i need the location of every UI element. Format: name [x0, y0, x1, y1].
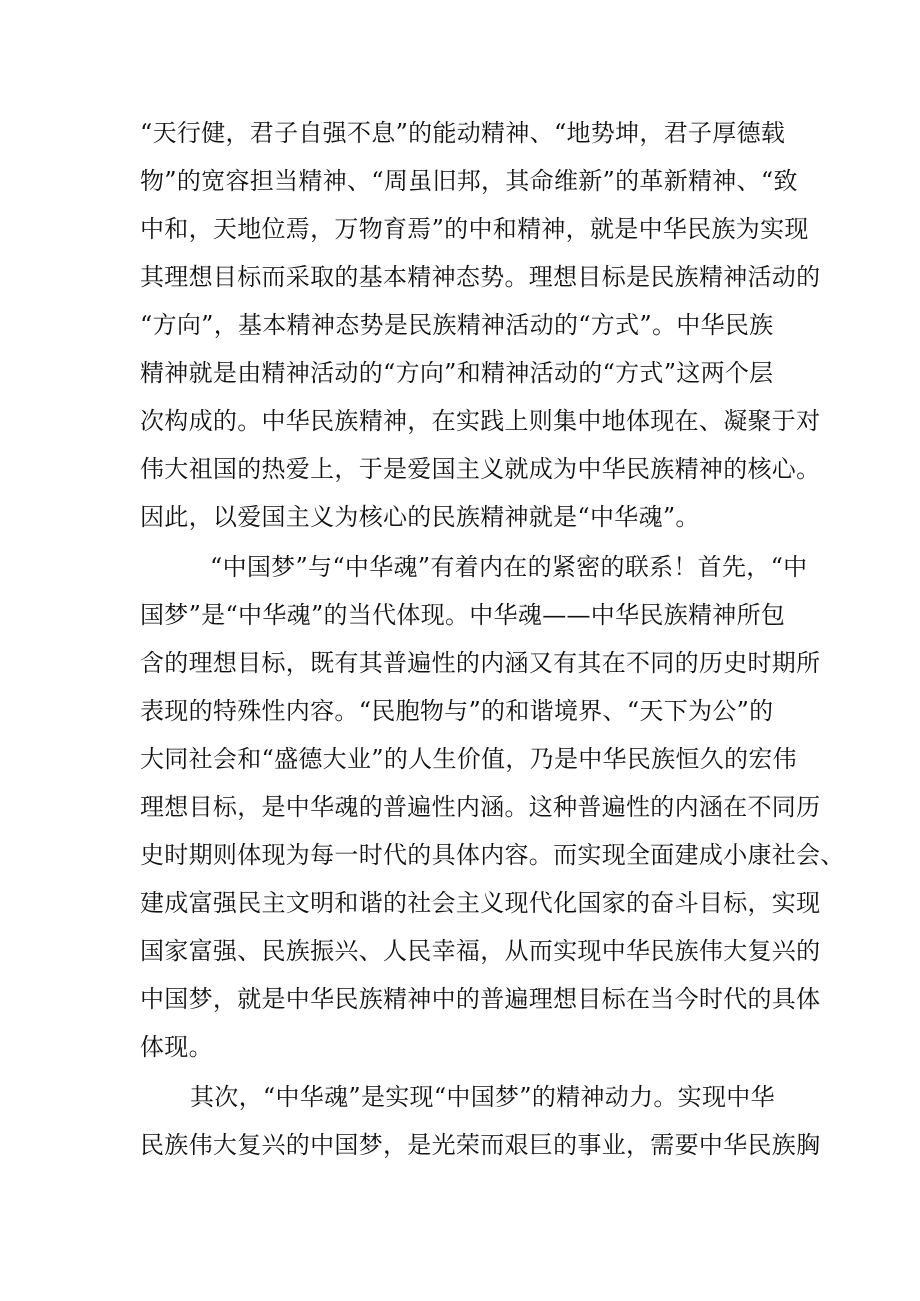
text-line: 国家富强、民族振兴、人民幸福，从而实现中华民族伟大复兴的 [140, 937, 821, 965]
text-line: 伟大祖国的热爱上，于是爱国主义就成为中华民族精神的核心。 [140, 455, 821, 483]
text-line: “天行健，君子自强不息”的能动精神、“地势坤，君子厚德载 [140, 119, 786, 147]
text-line: 中国梦，就是中华民族精神中的普遍理想目标在当今时代的具体 [140, 985, 821, 1013]
text-line: 物”的宽容担当精神、“周虽旧邦，其命维新”的革新精神、“致 [140, 167, 798, 195]
text-line: “方向”，基本精神态势是民族精神活动的“方式”。中华民族 [140, 311, 774, 339]
text-line: 体现。 [140, 1033, 213, 1061]
text-line: 民族伟大复兴的中国梦，是光荣而艰巨的事业，需要中华民族胸 [140, 1131, 821, 1159]
text-line: 次构成的。中华民族精神，在实践上则集中地体现在、凝聚于对 [140, 407, 821, 435]
text-line: 中和，天地位焉，万物育焉”的中和精神，就是中华民族为实现 [140, 215, 809, 243]
paragraph-start-line: 其次，“中华魂”是实现“中国梦”的精神动力。实现中华 [190, 1083, 775, 1111]
text-line: 因此，以爱国主义为核心的民族精神就是“中华魂”。 [140, 503, 700, 531]
text-line: 建成富强民主文明和谐的社会主义现代化国家的奋斗目标，实现 [140, 889, 821, 917]
text-line: 含的理想目标，既有其普遍性的内涵又有其在不同的历史时期所 [140, 649, 821, 677]
text-line: 其理想目标而采取的基本精神态势。理想目标是民族精神活动的 [140, 263, 821, 291]
text-line: 精神就是由精神活动的“方向”和精神活动的“方式”这两个层 [140, 359, 774, 387]
text-line: 大同社会和“盛德大业”的人生价值，乃是中华民族恒久的宏伟 [140, 745, 797, 773]
text-line: 表现的特殊性内容。“民胞物与”的和谐境界、“天下为公”的 [140, 697, 774, 725]
text-line: 理想目标，是中华魂的普遍性内涵。这种普遍性的内涵在不同历 [140, 793, 821, 821]
text-line: 史时期则体现为每一时代的具体内容。而实现全面建成小康社会、 [140, 841, 845, 869]
paragraph-start-line: “中国梦”与“中华魂”有着内在的紧密的联系！首先，“中 [210, 553, 808, 581]
text-line: 国梦”是“中华魂”的当代体现。中华魂——中华民族精神所包 [140, 601, 786, 629]
